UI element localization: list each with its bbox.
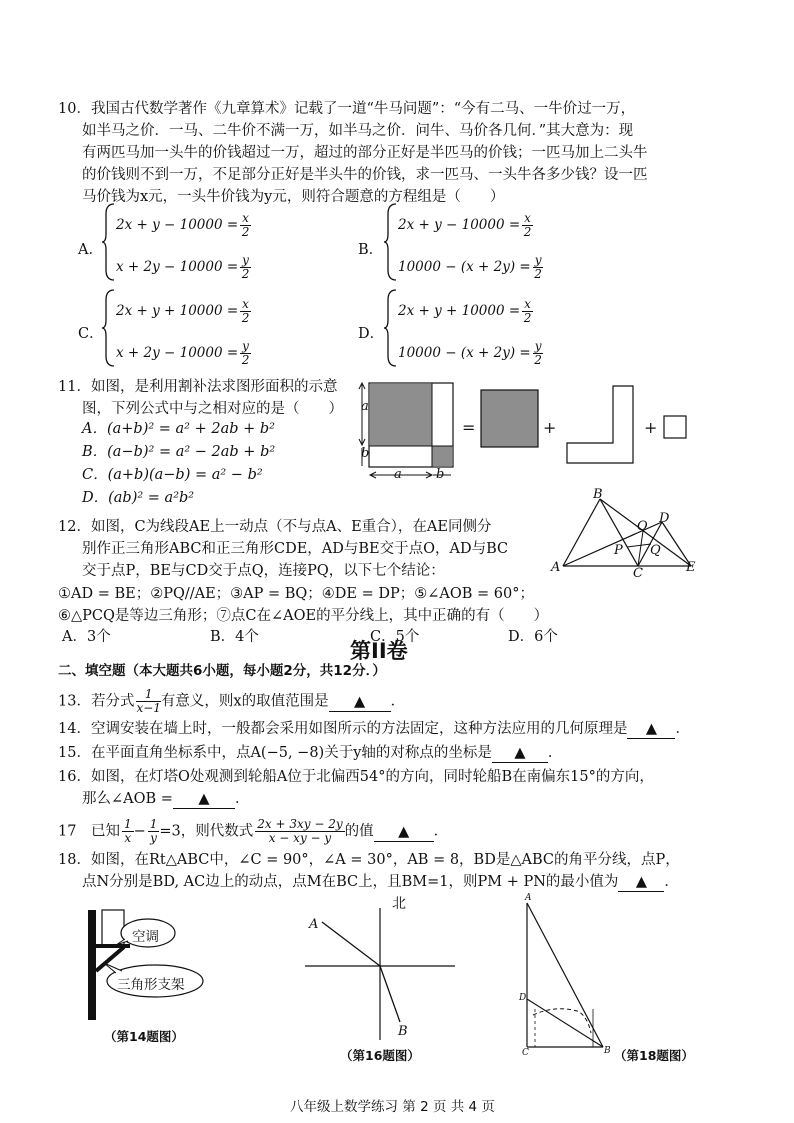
brace-icon (384, 288, 398, 368)
q12-option-b[interactable]: B．4个 (210, 629, 259, 645)
page-footer: 八年级上数学练习 第 2 页 共 4 页 (290, 1099, 495, 1115)
q15-answer-blank[interactable]: ▲ (492, 744, 548, 763)
q12-label-o: O (637, 519, 648, 534)
q11-option-a[interactable]: A．(a+b)² = a² + 2ab + b² (82, 421, 275, 437)
fig16-label-a: A (309, 917, 319, 932)
q10-option-d-label[interactable]: D． (358, 326, 385, 342)
fig18-label-c: C (522, 1048, 529, 1058)
fig18-label-d: D (519, 993, 527, 1003)
q13: 13．若分式 $\frac{1}{x-1}$ 有意义，则x的取值范围是 ▲ ． (58, 687, 406, 715)
q11-option-d[interactable]: D．(ab)² = a²b² (82, 490, 195, 506)
q11-result-square (481, 390, 538, 447)
q10-d-eq1: 2x + y + 10000 = $\frac{x}{2}$ (398, 297, 532, 325)
q11-small-square (664, 416, 686, 438)
fig16-label-b: B (398, 1024, 408, 1039)
section-title: 第II卷 (350, 639, 408, 663)
fig14-caption: （第14题图） (104, 1029, 184, 1044)
q12-option-d[interactable]: D．6个 (508, 629, 558, 645)
q12-line5: ⑥△PCQ是等边三角形；⑦点C在∠AOE的平分线上，其中正确的有（ ） (58, 608, 549, 624)
fig16-caption: （第16题图） (340, 1048, 420, 1063)
q11-fig-plus2: + (644, 418, 658, 437)
q11-fig-a-left: a (361, 399, 369, 414)
air-conditioner (102, 910, 124, 946)
q12-line2: 别作正三角形ABC和正三角形CDE，AD与BE交于点O，AD与BC (82, 541, 509, 557)
q12-label-e: E (686, 560, 696, 575)
q12-label-c: C (633, 566, 643, 581)
q10-line4: 的价钱则不到一万，不足部分正好是半头牛的价钱，求一匹马、一头牛各多少钱？设一匹 (82, 167, 648, 183)
q17: 17 已知 $\frac{1}{x}$ − $\frac{1}{y}$ =3，则代数式 $\frac{2x + 3xy - 2y}{x - xy - y}$ 的值 ▲ ． (58, 817, 449, 845)
q10-b-eq1: 2x + y − 10000 = $\frac{x}{2}$ (398, 211, 532, 239)
fig16-north-label: 北 (392, 896, 406, 912)
q10-a-eq2: x + 2y − 10000 = $\frac{y}{2}$ (116, 253, 250, 281)
q12-line4: ①AD = BE；②PQ//AE；③AP = BQ；④DE = DP；⑤∠AOB = 60°； (58, 586, 535, 602)
q17-answer-blank[interactable]: ▲ (374, 823, 434, 842)
q12-figure (548, 486, 708, 586)
fig18-drawing (515, 897, 615, 1057)
wall (88, 910, 96, 1020)
brace-icon (384, 202, 398, 282)
q11-shaded-a-square (370, 384, 432, 446)
fig18-label-b: B (604, 1046, 611, 1056)
q10-line1: 10．我国古代数学著作《九章算术》记载了一道“牛马问题”：“今有二马、一牛价过一万， (58, 101, 636, 117)
part2-heading: 二、填空题（本大题共6小题，每小题2分，共12分．） (58, 663, 386, 679)
q11-shaded-b-square (432, 446, 452, 466)
q10-c-eq1: 2x + y + 10000 = $\frac{x}{2}$ (116, 297, 250, 325)
q18-answer-blank[interactable]: ▲ (618, 873, 664, 892)
q12-label-a: A (551, 560, 561, 575)
q10-line3: 有两匹马加一头牛的价钱超过一万，超过的部分正好是半匹马的价钱；一匹马加上二头牛 (82, 145, 648, 161)
q12-label-b: B (593, 487, 603, 502)
q11-option-c[interactable]: C．(a+b)(a−b) = a² − b² (82, 467, 263, 483)
q16-line1: 16．如图，在灯塔O处观测到轮船A位于北偏西54°的方向，同时轮船B在南偏东15°的方向， (58, 769, 654, 785)
fig14-ac-label: 空调 (132, 929, 159, 945)
fig18-caption: （第18题图） (614, 1048, 694, 1063)
q11-fig-b-left: b (361, 446, 370, 461)
q18-line2: 点N分别是BD, AC边上的动点，点M在BC上，且BM=1，则PM + PN的最小值为 ▲ ． (82, 874, 679, 890)
q10-option-a-label[interactable]: A． (78, 242, 103, 258)
brace-icon (102, 288, 116, 368)
q11-line2: 图，下列公式中与之相对应的是（ ） (82, 401, 343, 417)
q10-b-eq2: 10000 − (x + 2y) = $\frac{y}{2}$ (398, 253, 542, 281)
q11-fig-plus1: + (543, 418, 557, 437)
q16-answer-blank[interactable]: ▲ (173, 790, 235, 809)
q10-d-eq2: 10000 − (x + 2y) = $\frac{y}{2}$ (398, 339, 542, 367)
q10-line2: 如半马之价．一马、二牛价不满一万，如半马之价．问牛、马价各几何．”其大意为：现 (82, 123, 634, 139)
fig14-drawing (80, 905, 210, 1025)
q12-label-q: Q (650, 543, 661, 558)
q12-line3: 交于点P，BE与CD交于点Q，连接PQ，以下七个结论： (82, 563, 445, 579)
q14: 14．空调安装在墙上时，一般都会采用如图所示的方法固定，这种方法应用的几何原理是 ▲ ． (58, 721, 690, 737)
q12-label-d: D (659, 511, 670, 526)
q10-a-eq1: 2x + y − 10000 = $\frac{x}{2}$ (116, 211, 250, 239)
q15: 15．在平面直角坐标系中，点A(−5, −8)关于y轴的对称点的坐标是 ▲ ． (58, 745, 563, 761)
fig16-drawing (300, 900, 460, 1045)
q13-answer-blank[interactable]: ▲ (329, 693, 391, 712)
q10-option-c-label[interactable]: C． (78, 326, 104, 342)
q11-fig-equals: = (462, 418, 476, 437)
q16-line2: 那么∠AOB = ▲ ． (82, 791, 250, 807)
q12-label-p: P (614, 543, 623, 558)
q10-line5: 马价钱为x元，一头牛价钱为y元，则符合题意的方程组是（ ） (82, 189, 505, 205)
q11-fig-a-bottom: a (394, 467, 402, 482)
q18-line1: 18．如图，在Rt△ABC中，∠C = 90°，∠A = 30°，AB = 8，BD是△ABC的角平分线，点P， (58, 852, 680, 868)
q12-option-c[interactable]: C．5个 (370, 629, 420, 645)
q11-line1: 11．如图，是利用割补法求图形面积的示意 (58, 379, 338, 395)
brace-icon (102, 202, 116, 282)
q11-l-shape (567, 386, 633, 463)
fig14-bracket-label: 三角形支架 (117, 977, 185, 993)
q10-option-b-label[interactable]: B． (358, 242, 384, 258)
q12-line1: 12．如图，C为线段AE上一动点（不与点A、E重合），在AE同侧分 (58, 519, 492, 535)
q14-answer-blank[interactable]: ▲ (627, 720, 675, 739)
q10-c-eq2: x + 2y − 10000 = $\frac{y}{2}$ (116, 339, 250, 367)
q11-fig-b-bottom: b (436, 467, 445, 482)
fig18-label-a: A (525, 893, 532, 903)
q12-option-a[interactable]: A．3个 (62, 629, 111, 645)
q11-option-b[interactable]: B．(a−b)² = a² − 2ab + b² (82, 444, 276, 460)
